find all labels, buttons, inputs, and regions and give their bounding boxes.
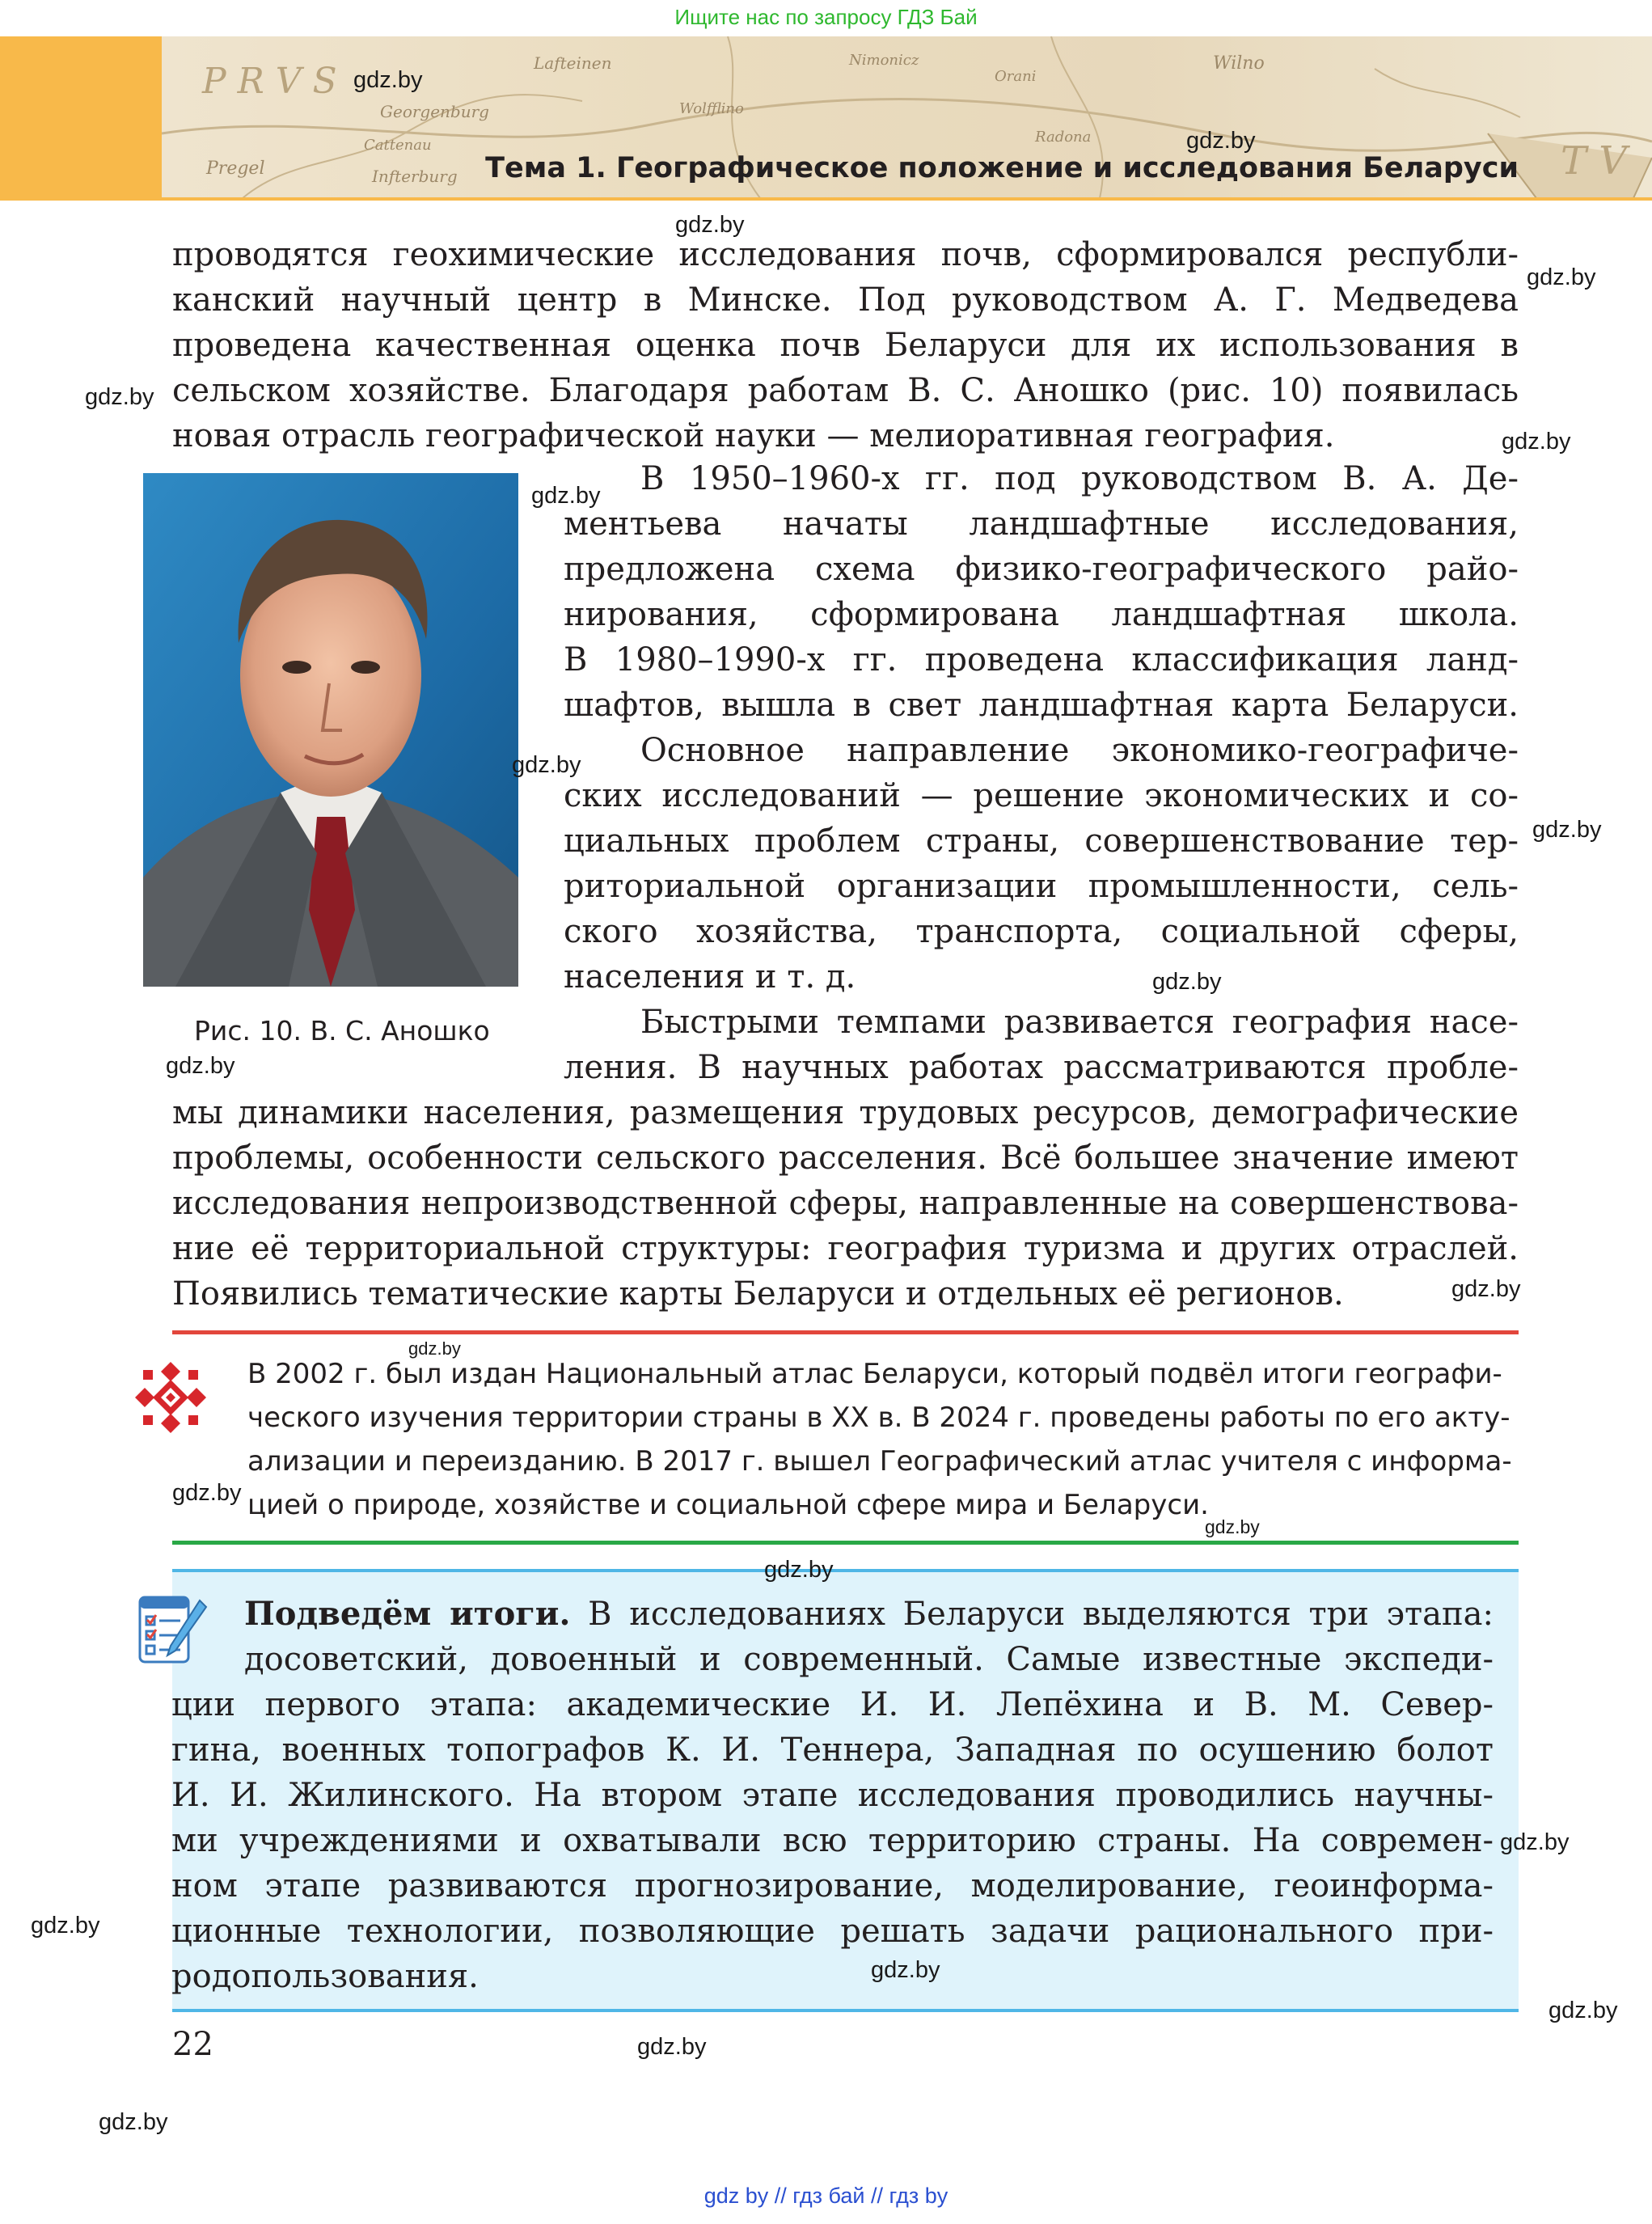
watermark: gdz.by xyxy=(1186,128,1256,154)
text-line: сельском хозяйстве. Благодаря работам В. С. Аношко (рис. 10) появилась xyxy=(172,372,1519,409)
figure-caption: Рис. 10. В. С. Аношко xyxy=(194,1015,490,1046)
text-line: ние её территориальной структуры: география туризма и других отраслей. xyxy=(172,1230,1519,1267)
map-label: P R V S xyxy=(202,61,337,102)
paragraph-4-rest xyxy=(172,1090,1519,1317)
text-line: риториальной организации промышленности, сель- xyxy=(564,868,1519,905)
top-banner[interactable]: Ищите нас по запросу ГДЗ Бай xyxy=(674,5,978,29)
paragraph-2 xyxy=(564,456,1519,728)
watermark: gdz.by xyxy=(637,2034,707,2060)
summary-lead: Подведём итоги. xyxy=(244,1595,571,1633)
text-line: ских исследований — решение экономических и со- xyxy=(564,777,1519,814)
watermark: gdz.by xyxy=(1532,817,1602,843)
info-box-text xyxy=(247,1352,1512,1527)
watermark: gdz.by xyxy=(99,2109,168,2135)
text-line: досоветский, довоенный и современный. Самые известные экспеди- xyxy=(244,1641,1494,1678)
map-label: Wilno xyxy=(1213,53,1265,74)
watermark: gdz.by xyxy=(1451,1276,1521,1302)
watermark: gdz.by xyxy=(1502,429,1571,455)
map-label: Orani xyxy=(995,68,1037,85)
text-line: Основное направление экономико-географиче- xyxy=(640,732,1519,769)
text-line: Появились тематические карты Беларуси и отдельных её регионов. xyxy=(172,1275,1344,1313)
info-bottom-rule xyxy=(172,1541,1519,1545)
text-line: В 1980–1990-х гг. проведена классификация ланд- xyxy=(564,641,1519,679)
text-line xyxy=(244,1592,1494,1637)
text-line: исследования непроизводственной сферы, направленные на совершенствова- xyxy=(172,1185,1519,1222)
watermark: gdz.by xyxy=(1205,1516,1260,1537)
watermark: gdz.by xyxy=(31,1913,100,1939)
header-orange-tab xyxy=(0,36,162,198)
text-line: мы динамики населения, размещения трудовых ресурсов, демографические xyxy=(172,1094,1519,1131)
text-line: ном этапе развиваются прогнозирование, моделирование, геоинформа- xyxy=(171,1867,1494,1905)
paragraph-3 xyxy=(564,728,1519,1000)
map-label: T V xyxy=(1561,138,1627,184)
text-line: ционные технологии, позволяющие решать задачи рационального при- xyxy=(171,1913,1494,1950)
text-line: ческого изучения территории страны в XX в. В 2024 г. проведены работы по его акту- xyxy=(247,1402,1510,1434)
text-line: населения и т. д. xyxy=(564,958,856,996)
text-line: ализации и переизданию. В 2017 г. вышел Географический атлас учителя с информа- xyxy=(247,1445,1512,1478)
portrait-photo xyxy=(143,473,518,987)
header-rule xyxy=(0,197,1652,201)
map-label: Nimonicz xyxy=(849,52,919,69)
info-top-rule xyxy=(172,1330,1519,1334)
watermark: gdz.by xyxy=(353,67,423,93)
text-line: ции первого этапа: академические И. И. Лепёхина и В. М. Север- xyxy=(171,1686,1494,1723)
text-line: Быстрыми темпами развивается география насе- xyxy=(640,1004,1519,1041)
footer-links[interactable]: gdz by // гдз бай // гдз by xyxy=(703,2184,949,2208)
text-line: ления. В научных работах рассматриваются пробле- xyxy=(564,1049,1519,1086)
text-line: проблемы, особенности сельского расселения. Всё большее значение имеют xyxy=(172,1139,1519,1177)
text-line: родопользования. xyxy=(171,1958,479,1995)
map-label: Lafteinen xyxy=(534,53,612,73)
text-line: ментьева начаты ландшафтные исследования, xyxy=(564,505,1519,543)
text-line: В 2002 г. был издан Национальный атлас Беларуси, который подвёл итоги географи- xyxy=(247,1358,1502,1390)
watermark: gdz.by xyxy=(172,1480,242,1506)
text-line: шафтов, вышла в свет ландшафтная карта Беларуси. xyxy=(564,687,1519,724)
map-label: Cattenau xyxy=(364,137,432,154)
watermark: gdz.by xyxy=(871,1957,940,1983)
checklist-notepad-icon xyxy=(133,1589,208,1670)
watermark: gdz.by xyxy=(1500,1829,1570,1855)
text-line: канский научный центр в Минске. Под руководством А. Г. Медведева xyxy=(172,281,1519,319)
map-label: Radona xyxy=(1035,129,1092,146)
ornament-icon xyxy=(132,1359,209,1436)
map-label: Pregel xyxy=(206,159,265,179)
text-line: ми учреждениями и охватывали всю территорию страны. На современ- xyxy=(171,1822,1494,1859)
map-label: Wolfflino xyxy=(679,100,744,117)
map-label: Georgenburg xyxy=(380,102,489,121)
text-line: циальных проблем страны, совершенствование тер- xyxy=(564,822,1519,860)
text-line: В 1950–1960-х гг. под руководством В. А. Де- xyxy=(640,460,1519,497)
paragraph-4-start xyxy=(564,1000,1519,1090)
watermark: gdz.by xyxy=(675,212,745,238)
watermark: gdz.by xyxy=(1152,969,1222,995)
chapter-title: Тема 1. Географическое положение и исследования Беларуси xyxy=(485,152,1519,184)
text-line: гина, военных топографов К. И. Теннера, Западная по осушению болот xyxy=(171,1731,1494,1769)
watermark: gdz.by xyxy=(764,1557,834,1583)
text-line: цией о природе, хозяйстве и социальной сфере мира и Беларуси. xyxy=(247,1489,1209,1521)
watermark: gdz.by xyxy=(408,1338,461,1359)
watermark: gdz.by xyxy=(85,384,154,410)
text-line: новая отрасль географической науки — мелиоративная география. xyxy=(172,417,1335,455)
watermark: gdz.by xyxy=(166,1053,235,1079)
paragraph-1 xyxy=(172,232,1519,459)
summary-line-1-rest: В исследованиях Беларуси выделяются три этапа: xyxy=(570,1596,1494,1633)
page-number: 22 xyxy=(172,2026,213,2063)
summary-text xyxy=(171,1592,1494,1999)
watermark: gdz.by xyxy=(512,752,581,778)
watermark: gdz.by xyxy=(1548,1998,1618,2023)
text-line: нирования, сформирована ландшафтная школа. xyxy=(564,596,1519,633)
text-line: И. И. Жилинского. На втором этапе исследования проводились научны- xyxy=(171,1777,1494,1814)
text-line: проведена качественная оценка почв Беларуси для их использования в xyxy=(172,327,1519,364)
watermark: gdz.by xyxy=(531,483,601,509)
text-line: предложена схема физико-географического райо- xyxy=(564,551,1519,588)
map-label: Infterburg xyxy=(372,167,458,186)
text-line: ского хозяйства, транспорта, социальной сферы, xyxy=(564,913,1519,950)
watermark: gdz.by xyxy=(1527,264,1596,290)
text-line: проводятся геохимические исследования почв, сформировался республи- xyxy=(172,236,1519,273)
